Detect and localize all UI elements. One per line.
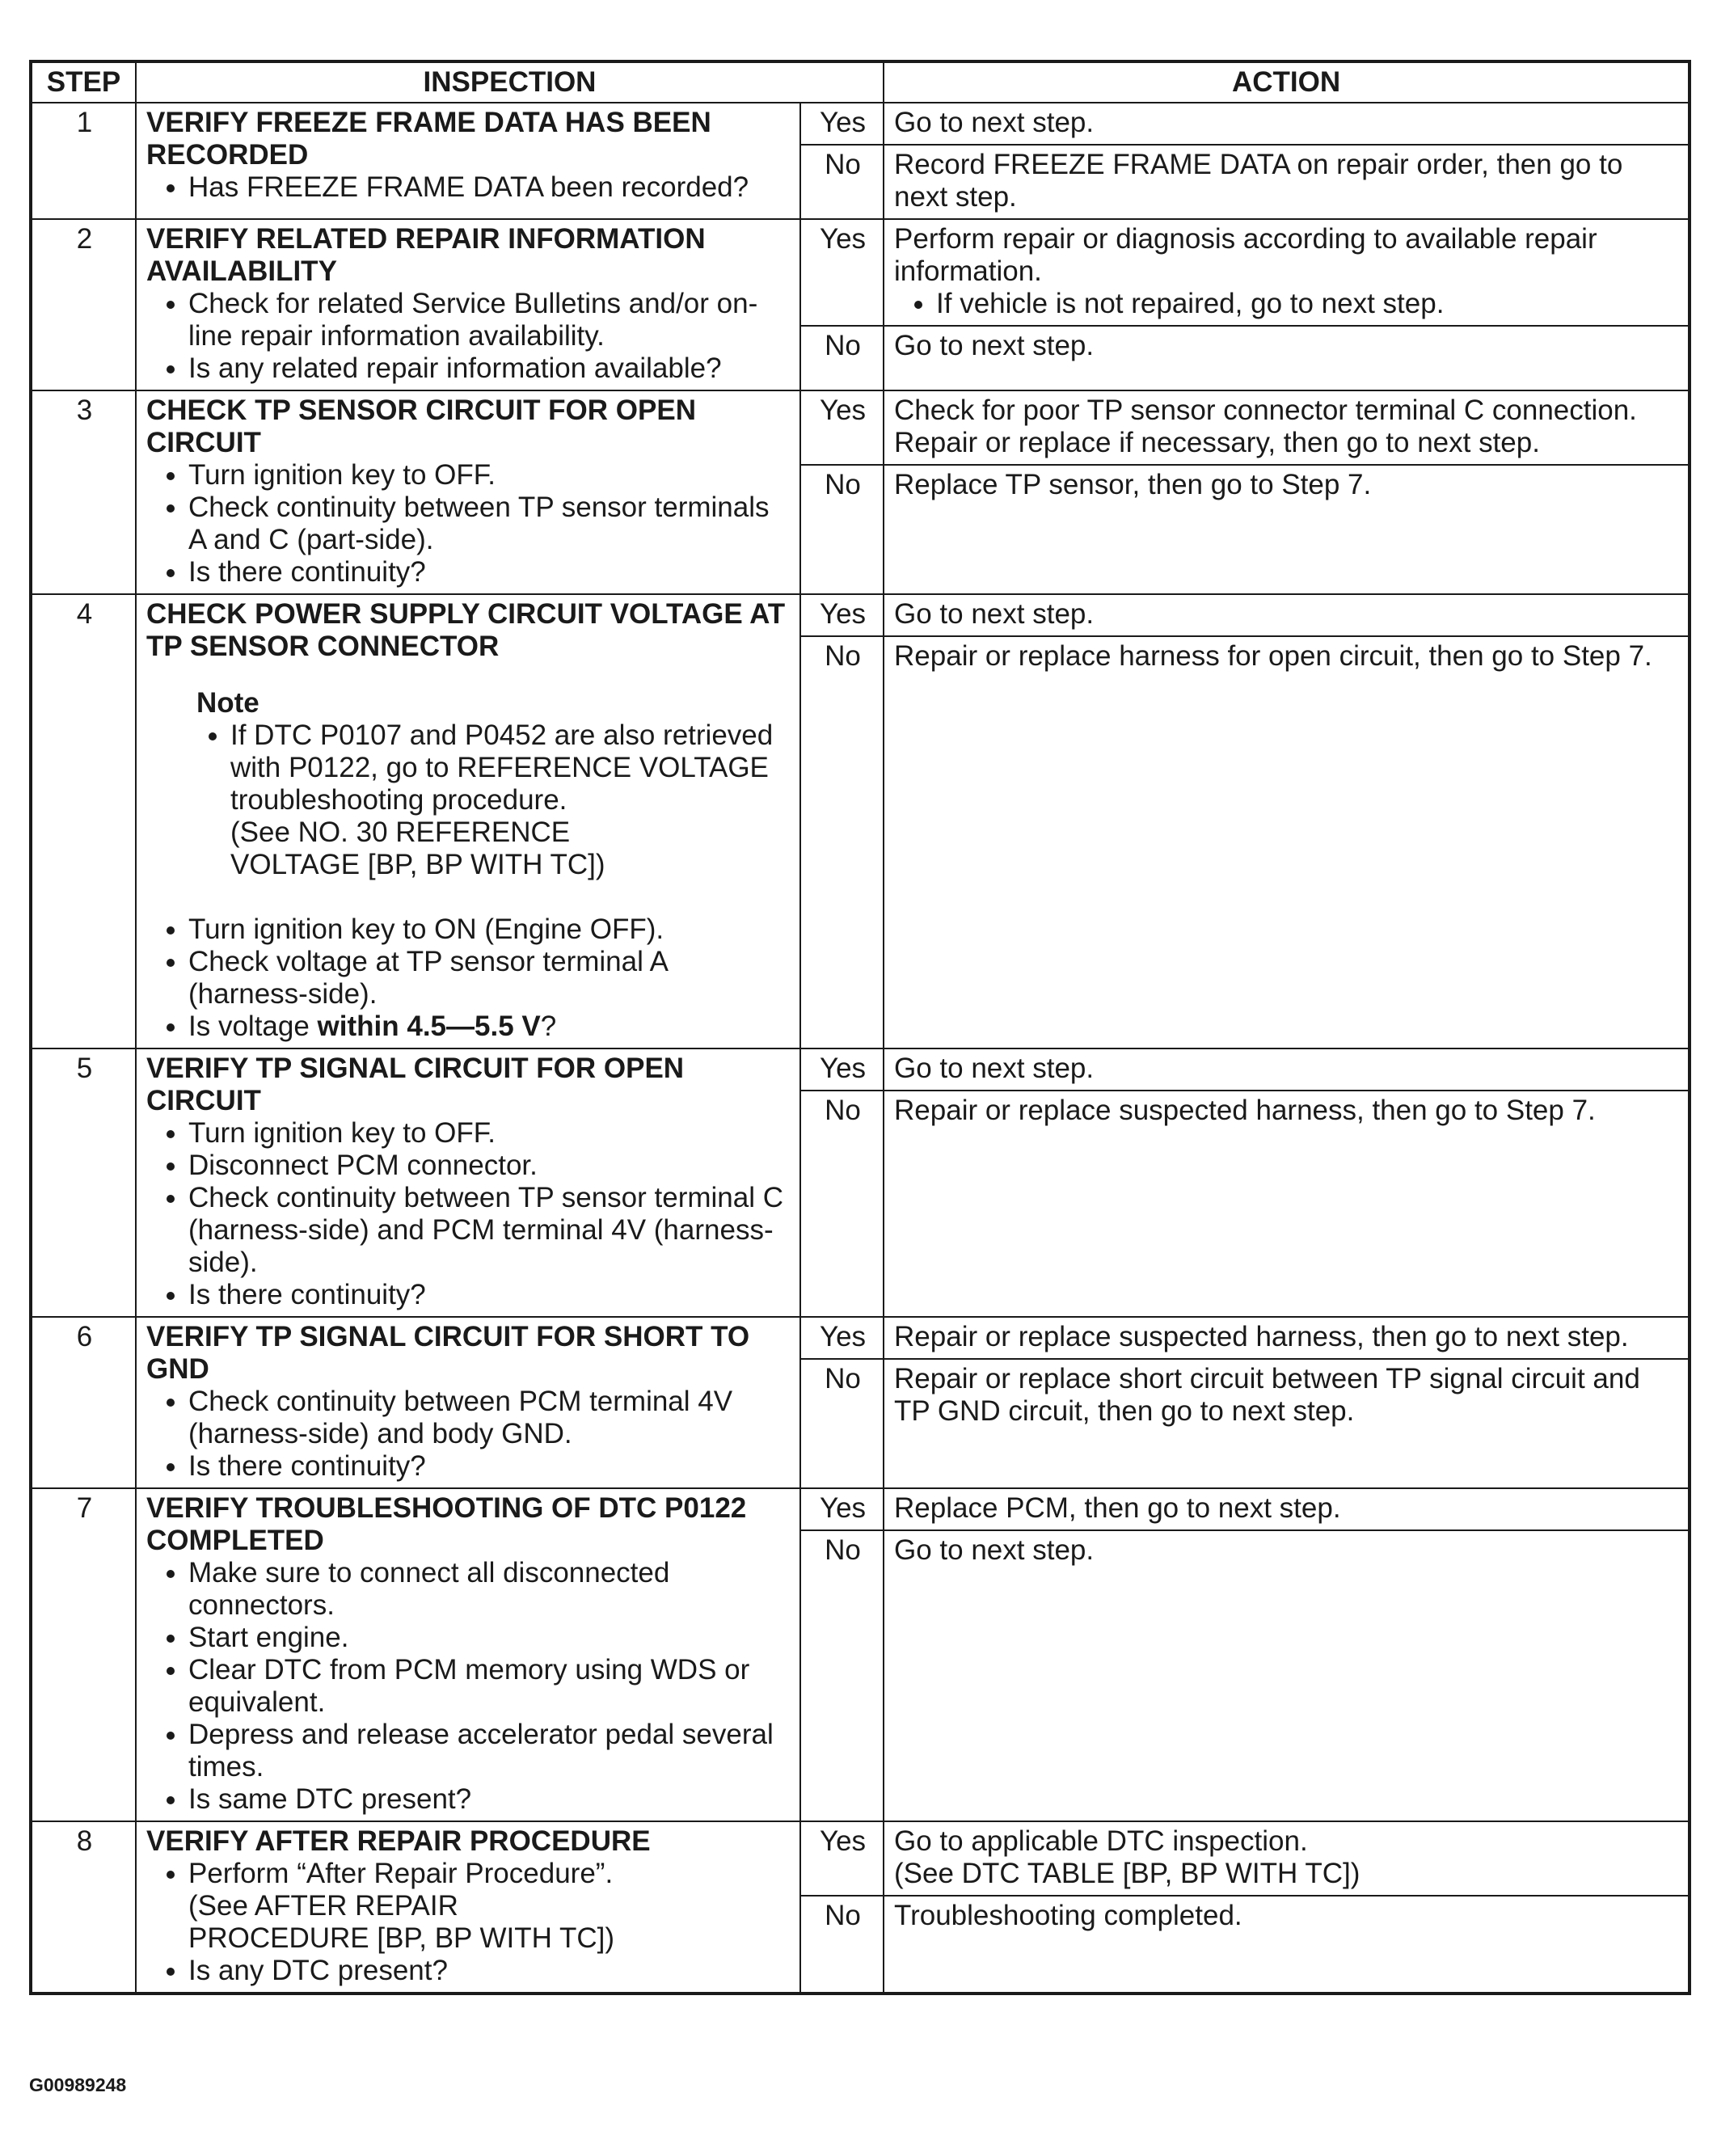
bullet-item: • Is any DTC present? (188, 1955, 791, 1987)
yes-action-cell (884, 219, 1690, 326)
bullet-text: Perform “After Repair Procedure”. (188, 1858, 614, 1889)
yes-label: Yes (800, 1488, 884, 1530)
inspection-title: CHECK POWER SUPPLY CIRCUIT VOLTAGE AT TP SENSOR CONNECTOR (146, 598, 786, 662)
procedure-sheet (29, 60, 1688, 1995)
step-number: 5 (31, 1048, 136, 1317)
step-number: 2 (31, 219, 136, 390)
yes-reference: (See DTC TABLE [BP, BP WITH TC]) (894, 1858, 1361, 1889)
inspection-cell (136, 1048, 800, 1317)
step-number: 4 (31, 594, 136, 1048)
no-action: Replace TP sensor, then go to Step 7. (884, 465, 1690, 594)
bullet-item: • Is there continuity? (188, 1279, 791, 1311)
inspection-bullets (146, 288, 791, 385)
bullet-reference: (See AFTER REPAIR (188, 1890, 458, 1922)
inspection-cell (136, 1317, 800, 1488)
inspection-bullets (146, 1557, 791, 1816)
inspection-bullets (146, 1386, 791, 1483)
no-label: No (800, 326, 884, 390)
inspection-cell (136, 594, 800, 1048)
yes-action: Go to next step. (884, 1048, 1690, 1091)
note-bullets (196, 719, 791, 881)
yes-label: Yes (800, 390, 884, 465)
header-row (31, 61, 1690, 103)
no-label: No (800, 1359, 884, 1488)
action-header: ACTION (884, 61, 1690, 103)
yes-action: Perform repair or diagnosis according to available repair information. (894, 223, 1597, 287)
yes-label: Yes (800, 1317, 884, 1359)
bullet-item: • Is same DTC present? (188, 1783, 791, 1816)
inspection-cell (136, 1821, 800, 1994)
step-6-yes-row (31, 1317, 1690, 1359)
no-action: Repair or replace short circuit between TP signal circuit and TP GND circuit, then go to next step. (884, 1359, 1690, 1488)
inspection-title: VERIFY TP SIGNAL CIRCUIT FOR SHORT TO GND (146, 1321, 750, 1385)
step-number: 3 (31, 390, 136, 594)
inspection-cell (136, 103, 800, 219)
inspection-title: CHECK TP SENSOR CIRCUIT FOR OPEN CIRCUIT (146, 394, 696, 458)
step-3-yes-row (31, 390, 1690, 465)
yes-action: Replace PCM, then go to next step. (884, 1488, 1690, 1530)
bullet-item: • Make sure to connect all disconnected connectors. (188, 1557, 791, 1622)
note-item (230, 719, 791, 881)
voltage-spec: within 4.5—5.5 V (317, 1010, 541, 1042)
bullet-item: • Is there continuity? (188, 556, 791, 589)
no-label: No (800, 1896, 884, 1994)
bullet-item: • Turn ignition key to ON (Engine OFF). (188, 913, 791, 946)
inspection-title: VERIFY TP SIGNAL CIRCUIT FOR OPEN CIRCUIT (146, 1053, 685, 1116)
step-number: 1 (31, 103, 136, 219)
yes-label: Yes (800, 1821, 884, 1896)
bullet-item: • Has FREEZE FRAME DATA been recorded? (188, 171, 791, 204)
bullet-item: • Check continuity between TP sensor terminals A and C (part-side). (188, 492, 791, 556)
bullet-item: • Is there continuity? (188, 1450, 791, 1483)
yes-label: Yes (800, 103, 884, 145)
inspection-bullets (146, 1858, 791, 1987)
inspection-title: VERIFY RELATED REPAIR INFORMATION AVAILABILITY (146, 223, 706, 287)
inspection-title: VERIFY AFTER REPAIR PROCEDURE (146, 1825, 651, 1857)
step-number: 7 (31, 1488, 136, 1821)
bullet-item: • Turn ignition key to OFF. (188, 1117, 791, 1150)
step-number: 8 (31, 1821, 136, 1994)
action-bullets (894, 288, 1680, 320)
no-label: No (800, 145, 884, 219)
no-action: Go to next step. (884, 326, 1690, 390)
troubleshooting-table (29, 60, 1691, 1995)
no-label: No (800, 465, 884, 594)
yes-action-cell (884, 1821, 1690, 1896)
bullet-item: • Turn ignition key to OFF. (188, 459, 791, 492)
bullet-text: ? (540, 1010, 557, 1042)
yes-label: Yes (800, 219, 884, 326)
no-action: Troubleshooting completed. (884, 1896, 1690, 1994)
inspection-title: VERIFY FREEZE FRAME DATA HAS BEEN RECORDED (146, 107, 711, 171)
note-block (146, 687, 791, 881)
step-1-yes-row (31, 103, 1690, 145)
yes-label: Yes (800, 594, 884, 636)
bullet-item: • Check for related Service Bulletins and/or on-line repair information availability. (188, 288, 791, 352)
no-label: No (800, 1091, 884, 1317)
bullet-text: Is voltage (188, 1010, 318, 1042)
inspection-bullets (146, 913, 791, 1043)
no-action: Repair or replace harness for open circuit, then go to Step 7. (884, 636, 1690, 1048)
step-7-yes-row (31, 1488, 1690, 1530)
no-action: Record FREEZE FRAME DATA on repair order, then go to next step. (884, 145, 1690, 219)
yes-action: Check for poor TP sensor connector terminal C connection. Repair or replace if necessary, then go to next step. (884, 390, 1690, 465)
note-reference: (See NO. 30 REFERENCE (230, 816, 571, 848)
note-text: If DTC P0107 and P0452 are also retrieved with P0122, go to REFERENCE VOLTAGE troubleshooting procedure. (230, 719, 774, 816)
yes-action: Repair or replace suspected harness, then go to next step. (884, 1317, 1690, 1359)
inspection-bullets (146, 171, 791, 204)
yes-label: Yes (800, 1048, 884, 1091)
step-5-yes-row (31, 1048, 1690, 1091)
inspection-bullets (146, 459, 791, 589)
inspection-bullets (146, 1117, 791, 1311)
inspection-cell (136, 390, 800, 594)
inspection-header: INSPECTION (136, 61, 884, 103)
bullet-item: • Clear DTC from PCM memory using WDS or equivalent. (188, 1654, 791, 1719)
note-title: Note (196, 687, 259, 719)
bullet-item: • Is any related repair information available? (188, 352, 791, 385)
step-2-yes-row (31, 219, 1690, 326)
bullet-item: • If vehicle is not repaired, go to next step. (936, 288, 1680, 320)
note-reference: VOLTAGE [BP, BP WITH TC]) (230, 849, 605, 880)
yes-action: Go to next step. (884, 594, 1690, 636)
no-action: Repair or replace suspected harness, then go to Step 7. (884, 1091, 1690, 1317)
step-number: 6 (31, 1317, 136, 1488)
step-4-yes-row (31, 594, 1690, 636)
bullet-item: • Disconnect PCM connector. (188, 1150, 791, 1182)
bullet-item: • Start engine. (188, 1622, 791, 1654)
figure-id: G00989248 (29, 2074, 127, 2095)
no-label: No (800, 1530, 884, 1821)
bullet-item: • Depress and release accelerator pedal several times. (188, 1719, 791, 1783)
yes-action: Go to next step. (884, 103, 1690, 145)
inspection-title: VERIFY TROUBLESHOOTING OF DTC P0122 COMPLETED (146, 1492, 747, 1556)
step-header: STEP (31, 61, 136, 103)
bullet-reference: PROCEDURE [BP, BP WITH TC]) (188, 1922, 615, 1954)
inspection-cell (136, 1488, 800, 1821)
bullet-item (188, 1010, 791, 1043)
inspection-cell (136, 219, 800, 390)
bullet-item (188, 1858, 791, 1955)
bullet-item: • Check continuity between PCM terminal 4V (harness-side) and body GND. (188, 1386, 791, 1450)
bullet-item: • Check continuity between TP sensor terminal C (harness-side) and PCM terminal 4V (harness-side). (188, 1182, 791, 1279)
no-action: Go to next step. (884, 1530, 1690, 1821)
bullet-item: • Check voltage at TP sensor terminal A (harness-side). (188, 946, 791, 1010)
yes-action: Go to applicable DTC inspection. (894, 1825, 1308, 1857)
step-8-yes-row (31, 1821, 1690, 1896)
no-label: No (800, 636, 884, 1048)
